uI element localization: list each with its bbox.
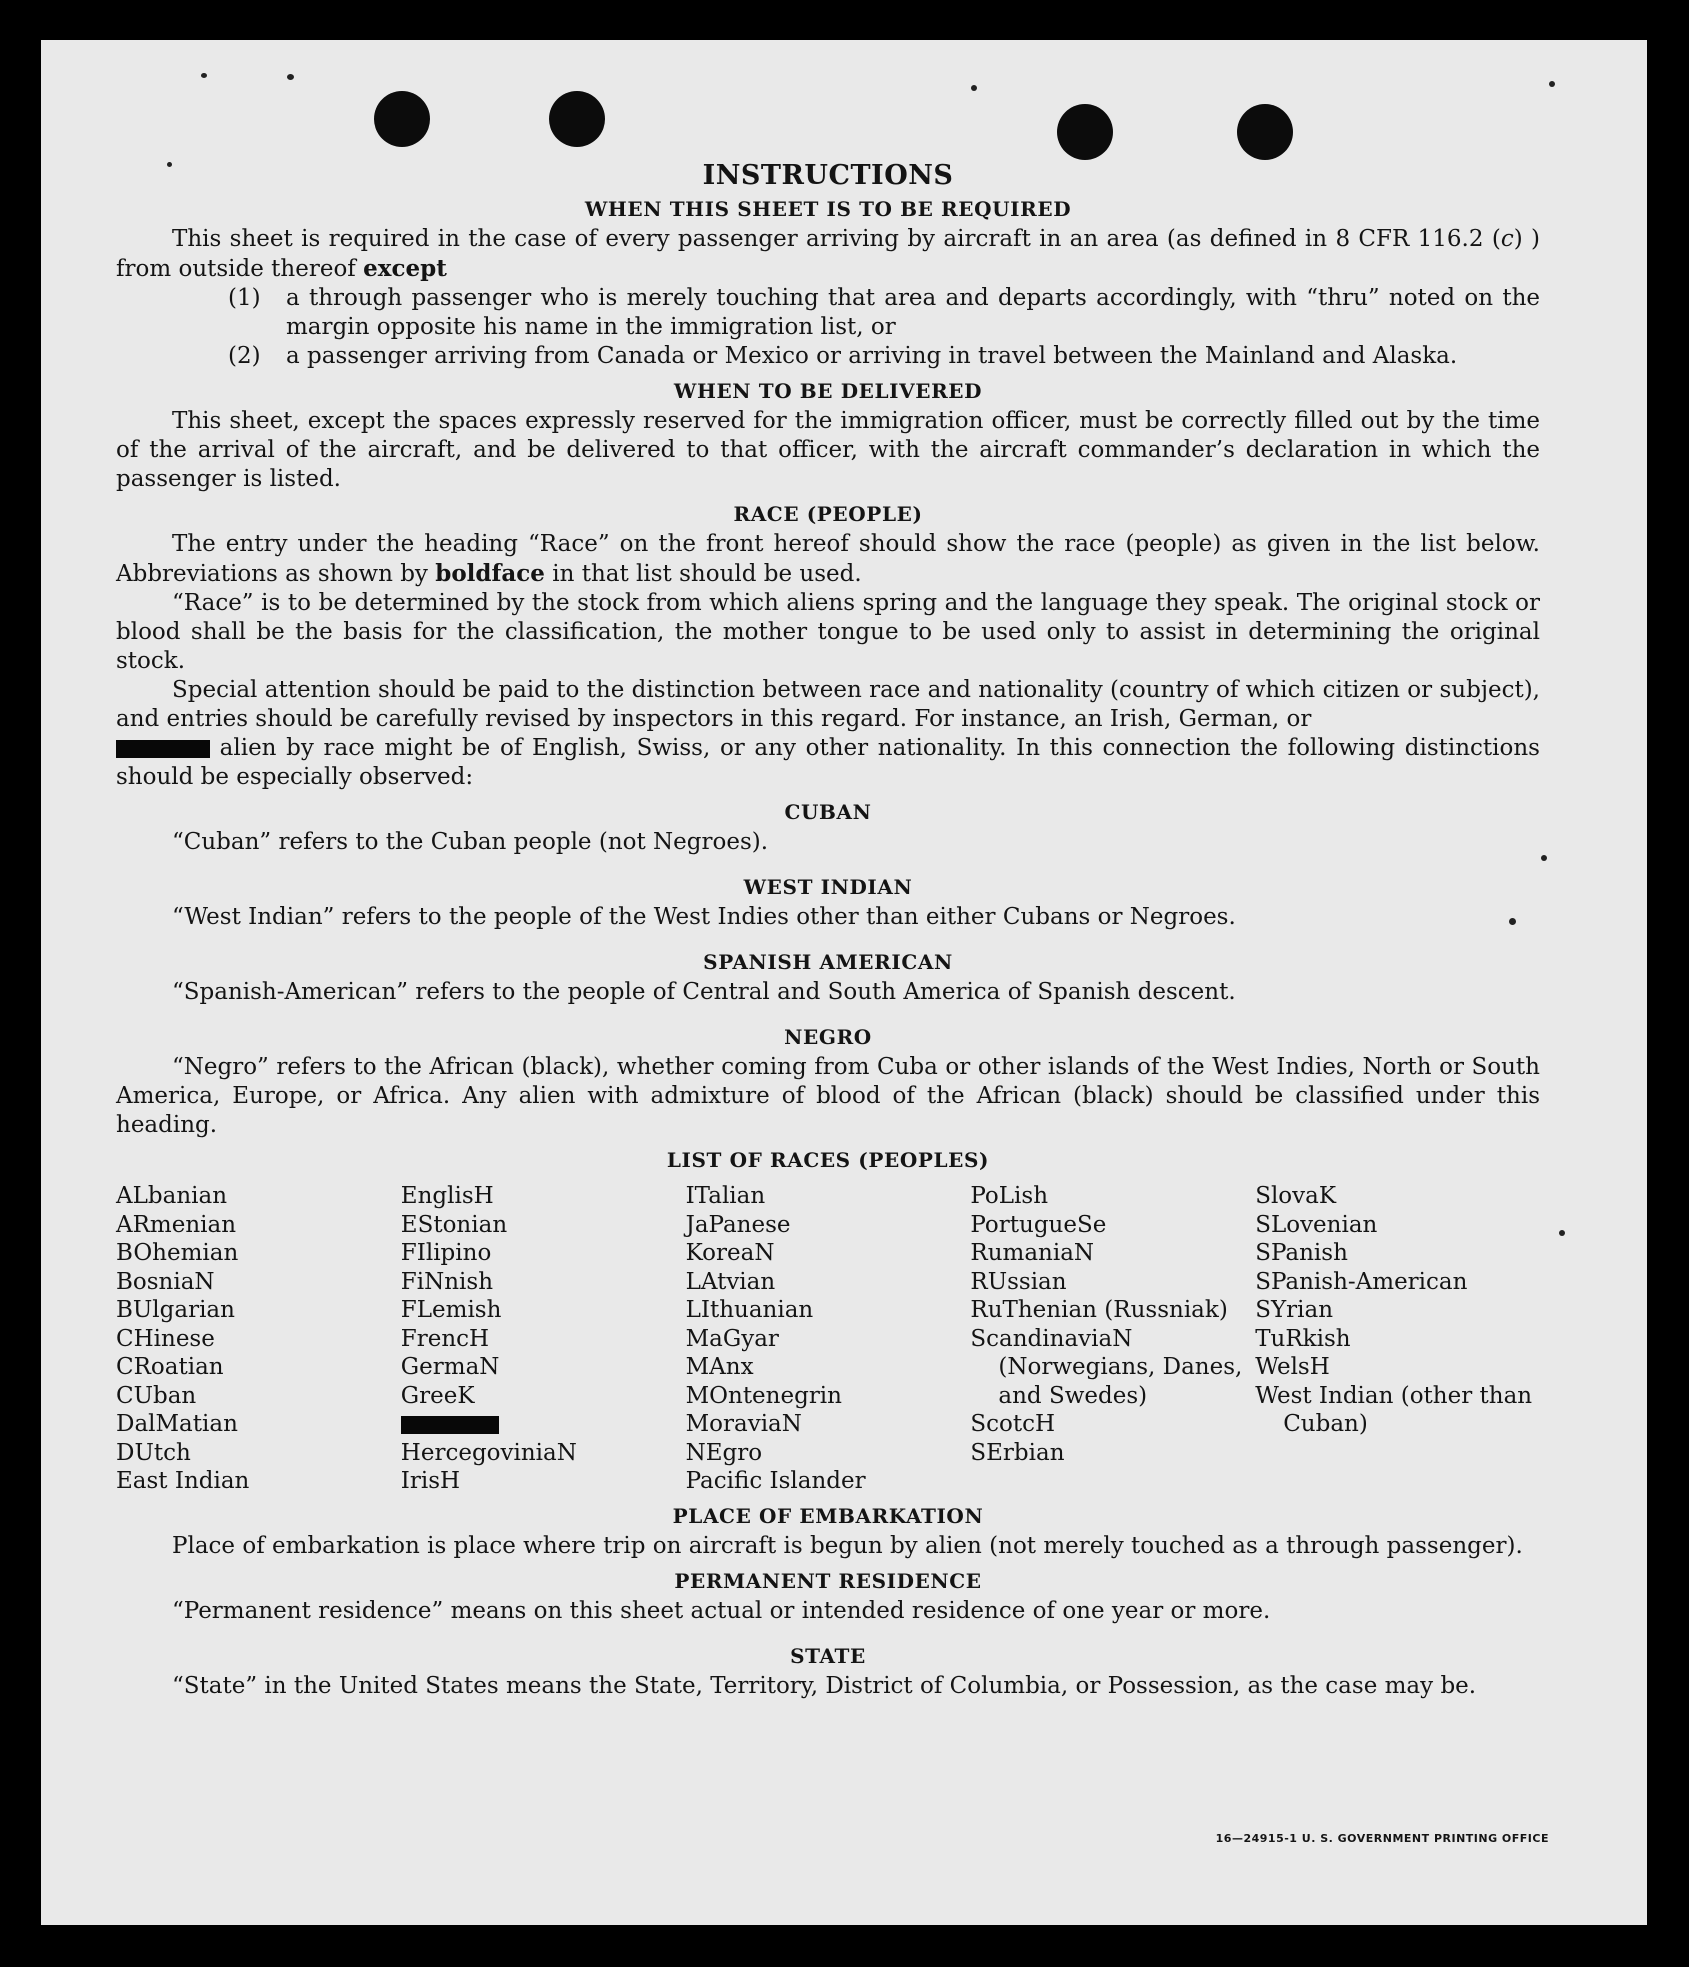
residence-text: “Permanent residence” means on this sheet actual or intended residence of one year or more. — [172, 1597, 1271, 1624]
section-heading-embarkation: PLACE OF EMBARKATION — [672, 1503, 984, 1528]
race-item: EStonian — [400, 1211, 508, 1238]
punch-hole — [549, 91, 605, 147]
race-item: LAtvian — [685, 1268, 776, 1295]
race-item: ALbanian — [116, 1183, 228, 1209]
section-heading-spanish-american: SPANISH AMERICAN — [703, 950, 953, 974]
cuban-text: “Cuban” refers to the Cuban people (not Negroes). — [172, 829, 769, 855]
race-item: FLemish — [400, 1297, 502, 1323]
race-item: RUssian — [970, 1268, 1067, 1295]
race-item: RuThenian (Russniak) — [970, 1297, 1228, 1323]
race-item: SErbian — [970, 1439, 1065, 1466]
race-item: East Indian — [116, 1468, 250, 1494]
race-item: MoraviaN — [685, 1411, 802, 1437]
race-item: MAnx — [685, 1354, 754, 1380]
race-item: BosniaN — [116, 1268, 215, 1295]
race-item: BUlgarian — [116, 1297, 235, 1323]
document-sheet — [41, 40, 1647, 1925]
race-item: JaPanese — [685, 1211, 791, 1238]
race-item: SYrian — [1255, 1297, 1334, 1323]
race-item: LIthuanian — [685, 1297, 814, 1323]
race-item: HercegoviniaN — [400, 1439, 577, 1466]
race-paragraph-3: Special attention should be paid to the distinction between race and nationality (country of which citizen or subject), and entries should be carefully revised by inspectors in this regard. For instance, an Irish, German, or alien by race might be of English, Swiss, or any other nationality. In this connection the following distinctions should be especially observed: — [116, 677, 1540, 790]
race-item: GermaN — [400, 1354, 500, 1380]
exception-item-2: (2) a passenger arriving from Canada or Mexico or arriving in travel between the Mainland and Alaska. — [228, 343, 1458, 369]
punch-hole — [374, 91, 430, 147]
punch-hole — [1057, 104, 1113, 160]
exception-item-1: (1) a through passenger who is merely touching that area and departs accordingly, with “thru” noted on the margin opposite his name in the immigration list, or — [228, 285, 1540, 340]
race-column-1 — [116, 1182, 401, 1496]
race-item-redacted — [401, 1410, 686, 1439]
race-list — [116, 1182, 1540, 1496]
race-item: CRoatian — [116, 1354, 224, 1380]
race-item: SPanish — [1255, 1240, 1348, 1266]
speck — [287, 74, 294, 80]
race-item: GreeK — [400, 1382, 475, 1409]
section-heading-negro: NEGRO — [784, 1025, 872, 1049]
race-item: MaGyar — [685, 1325, 779, 1352]
race-item: DalMatian — [116, 1411, 238, 1437]
race-item: TuRkish — [1255, 1325, 1351, 1352]
race-column-4 — [970, 1182, 1255, 1496]
race-item: ARmenian — [116, 1211, 237, 1238]
race-paragraph-2: “Race” is to be determined by the stock from which aliens spring and the language they speak. The original stock or blood shall be the basis for the classification, the mother tongue to be used only to assist in determining the original stock. — [116, 590, 1540, 674]
race-item: ScandinaviaN (Norwegians, Danes, and Swedes) — [970, 1325, 1243, 1409]
race-item: FIlipino — [400, 1240, 492, 1266]
race-item: BOhemian — [116, 1240, 239, 1266]
race-item: NEgro — [685, 1439, 763, 1466]
instructions-body — [116, 160, 1540, 1701]
race-item: RumaniaN — [970, 1240, 1095, 1266]
speck — [1559, 1230, 1565, 1236]
race-item: FrencH — [400, 1325, 490, 1352]
race-column-5 — [1255, 1182, 1540, 1496]
race-item: WelsH — [1255, 1354, 1330, 1380]
race-column-3 — [686, 1182, 971, 1496]
spanish-american-text: “Spanish-American” refers to the people of Central and South America of Spanish descent. — [172, 979, 1236, 1005]
race-item: MOntenegrin — [685, 1382, 842, 1409]
embarkation-text: Place of embarkation is place where trip on aircraft is begun by alien (not merely touched as a through passenger). — [172, 1532, 1523, 1559]
race-column-2 — [401, 1182, 686, 1496]
speck — [201, 73, 207, 78]
redaction-mark — [116, 740, 210, 758]
delivered-text: This sheet, except the spaces expressly reserved for the immigration officer, must be correctly filled out by the time of the arrival of the aircraft, and be delivered to that officer, with the aircraft commander’s declaration in which the passenger is listed. — [116, 408, 1540, 492]
race-item: West Indian (other than Cuban) — [1255, 1382, 1533, 1437]
race-item: SPanish-American — [1255, 1268, 1468, 1295]
printing-office-footer: 16—24915-1 U. S. GOVERNMENT PRINTING OFFICE — [1215, 1832, 1549, 1845]
required-intro: This sheet is required in the case of every passenger arriving by aircraft in an area (as defined in 8 CFR 116.2 (c) ) from outside thereof except — [116, 226, 1540, 282]
race-item: IrisH — [400, 1468, 461, 1494]
section-heading-delivered: WHEN TO BE DELIVERED — [673, 379, 983, 403]
speck — [1549, 81, 1555, 87]
race-item: SLovenian — [1255, 1211, 1378, 1238]
speck — [971, 85, 977, 91]
west-indian-text: “West Indian” refers to the people of the West Indies other than either Cubans or Negroes. — [172, 904, 1236, 930]
section-heading-required: WHEN THIS SHEET IS TO BE REQUIRED — [584, 197, 1072, 221]
section-heading-residence: PERMANENT RESIDENCE — [674, 1568, 982, 1593]
race-item: SlovaK — [1255, 1183, 1337, 1209]
section-heading-cuban: CUBAN — [784, 800, 872, 824]
race-item: FiNnish — [400, 1268, 494, 1295]
race-item: CUban — [116, 1382, 197, 1409]
race-item: PoLish — [970, 1183, 1049, 1209]
section-heading-races: LIST OF RACES (PEOPLES) — [666, 1148, 990, 1172]
section-heading-state: STATE — [790, 1643, 866, 1668]
section-heading-west-indian: WEST INDIAN — [743, 875, 913, 899]
race-item: KoreaN — [685, 1240, 775, 1266]
punch-hole — [1237, 104, 1293, 160]
race-item: CHinese — [116, 1325, 215, 1352]
race-item: ITalian — [685, 1183, 766, 1209]
speck — [1541, 855, 1547, 861]
race-item: DUtch — [116, 1439, 191, 1466]
race-item: ScotcH — [970, 1411, 1056, 1437]
negro-text: “Negro” refers to the African (black), whether coming from Cuba or other islands of the West Indies, North or South America, Europe, or Africa. Any alien with admixture of blood of the African (black) should be classified under this heading. — [116, 1054, 1540, 1138]
race-item: Pacific Islander — [685, 1468, 866, 1494]
race-item: EnglisH — [400, 1183, 494, 1209]
state-text: “State” in the United States means the State, Territory, District of Columbia, or Possession, as the case may be. — [172, 1672, 1477, 1699]
section-heading-race: RACE (PEOPLE) — [733, 502, 923, 526]
page-title: INSTRUCTIONS — [702, 160, 954, 191]
race-paragraph-1: The entry under the heading “Race” on the front hereof should show the race (people) as given in the list below. Abbreviations as shown by boldface in that list should be used. — [116, 531, 1540, 587]
race-item: PortugueSe — [970, 1211, 1107, 1238]
redaction-mark — [401, 1416, 499, 1434]
